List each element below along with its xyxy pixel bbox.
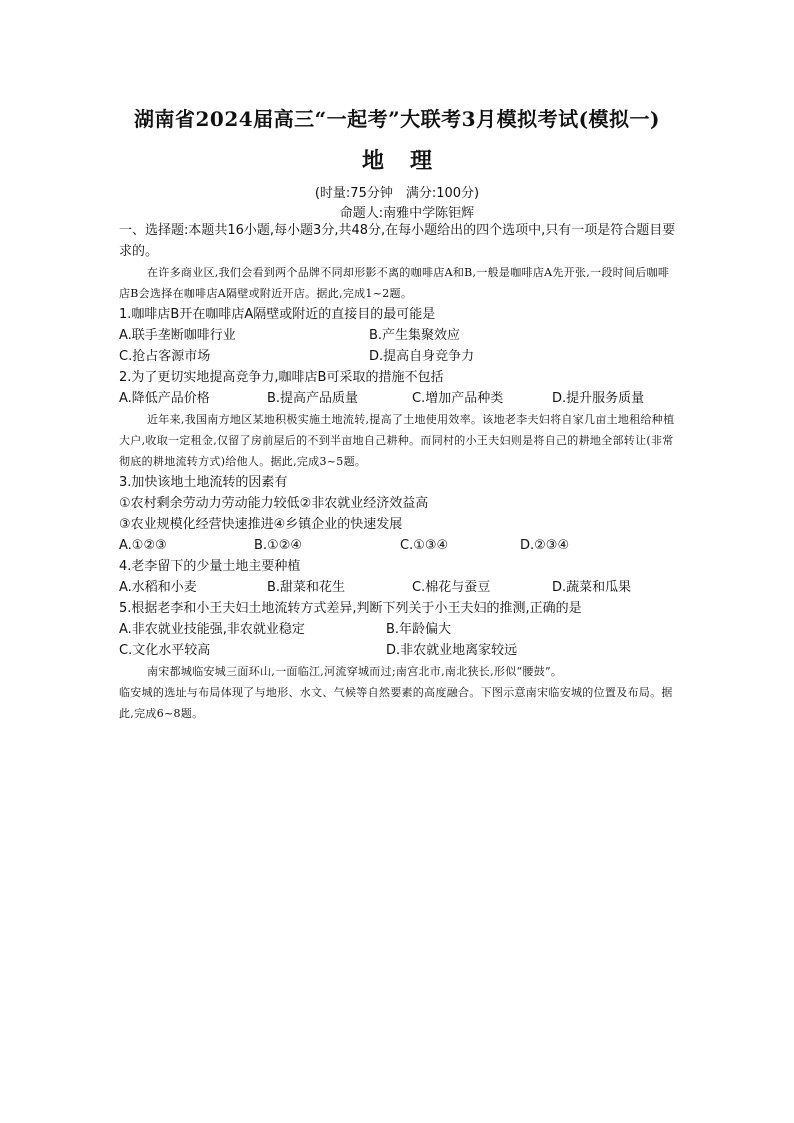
question-1-options	[119, 325, 679, 346]
option-a: A.非农就业技能强,非农就业稳定	[119, 622, 305, 637]
question-1-stem: 1.咖啡店B开在咖啡店A隔壁或附近的直接目的最可能是	[119, 307, 436, 322]
option-b: B.产生集聚效应	[369, 328, 461, 343]
option-b: B.甜菜和花生	[267, 580, 346, 595]
exam-content	[119, 220, 679, 724]
passage-linan-2: 临安城的选址与布局体现了与地形、水文、气候等自然要素的高度融合。下图示意南宋临安城的位置及布局。据此,完成6~8题。	[119, 686, 673, 720]
option-b: B.年龄偏大	[386, 622, 452, 637]
option-d: D.非农就业地离家较远	[386, 643, 518, 658]
subject-title: 地理	[361, 148, 458, 174]
question-4-options	[119, 577, 679, 598]
option-c: C.文化水平较高	[119, 643, 211, 658]
question-1-options-2	[119, 346, 679, 367]
option-a: A.联手垄断咖啡行业	[119, 328, 236, 343]
passage-linan-1: 南宋都城临安城三面环山,一面临江,河流穿城而过;南宫北市,南北狭长,形似“腰鼓”。	[147, 665, 563, 678]
exam-title: 湖南省2024届高三“一起考”大联考3月模拟考试(模拟一)	[133, 107, 660, 131]
option-c: C.棉花与蚕豆	[412, 580, 491, 595]
option-b: B.提高产品质量	[267, 391, 359, 406]
option-b: B.①②④	[254, 538, 303, 553]
option-a: A.①②③	[119, 538, 167, 553]
question-2-stem: 2.为了更切实地提高竞争力,咖啡店B可采取的措施不包括	[119, 370, 444, 385]
option-a: A.降低产品价格	[119, 391, 210, 406]
question-3-factors-2: ③农业规模化经营快速推进④乡镇企业的快速发展	[119, 517, 403, 532]
author-line: 命题人:南雅中学陈钜辉	[339, 206, 475, 221]
option-c: C.抢占客源市场	[119, 349, 211, 364]
question-5-stem: 5.根据老李和小王夫妇土地流转方式差异,判断下列关于小王夫妇的推测,正确的是	[119, 601, 582, 616]
option-d: D.②③④	[520, 538, 570, 553]
question-2-options	[119, 388, 679, 409]
question-4-stem: 4.老李留下的少量土地主要种植	[119, 559, 301, 574]
question-5-options	[119, 619, 679, 640]
option-a: A.水稻和小麦	[119, 580, 197, 595]
option-c: C.①③④	[400, 538, 449, 553]
question-3-factors-1: ①农村剩余劳动力劳动能力较低②非农就业经济效益高	[119, 496, 429, 511]
option-d: D.蔬菜和瓜果	[552, 580, 632, 595]
passage-land-transfer: 近年来,我国南方地区某地积极实施土地流转,提高了土地使用效率。该地老李夫妇将自家几亩土地租给种植大户,收取一定租金,仅留了房前屋后的不到半亩地自己耕种。而同村的小王夫妇则是将自己的耕地全部转让(非常彻底的耕地流转方式)给他人。据此,完成3~5题。	[119, 413, 675, 468]
option-d: D.提升服务质量	[552, 391, 645, 406]
passage-coffee: 在许多商业区,我们会看到两个品牌不同却形影不离的咖啡店A和B,一般是咖啡店A先开张,一段时间后咖啡店B会选择在咖啡店A隔壁或附近开店。据此,完成1~2题。	[119, 266, 670, 300]
section-heading: 一、选择题:本题共16小题,每小题3分,共48分,在每小题给出的四个选项中,只有一项是符合题目要求的。	[119, 223, 676, 259]
option-d: D.提高自身竞争力	[369, 349, 475, 364]
option-c: C.增加产品种类	[412, 391, 504, 406]
question-3-stem: 3.加快该地土地流转的因素有	[119, 475, 288, 490]
question-3-options	[119, 535, 679, 556]
time-info: (时量:75分钟 满分:100分)	[314, 186, 480, 201]
question-5-options-2	[119, 640, 679, 661]
